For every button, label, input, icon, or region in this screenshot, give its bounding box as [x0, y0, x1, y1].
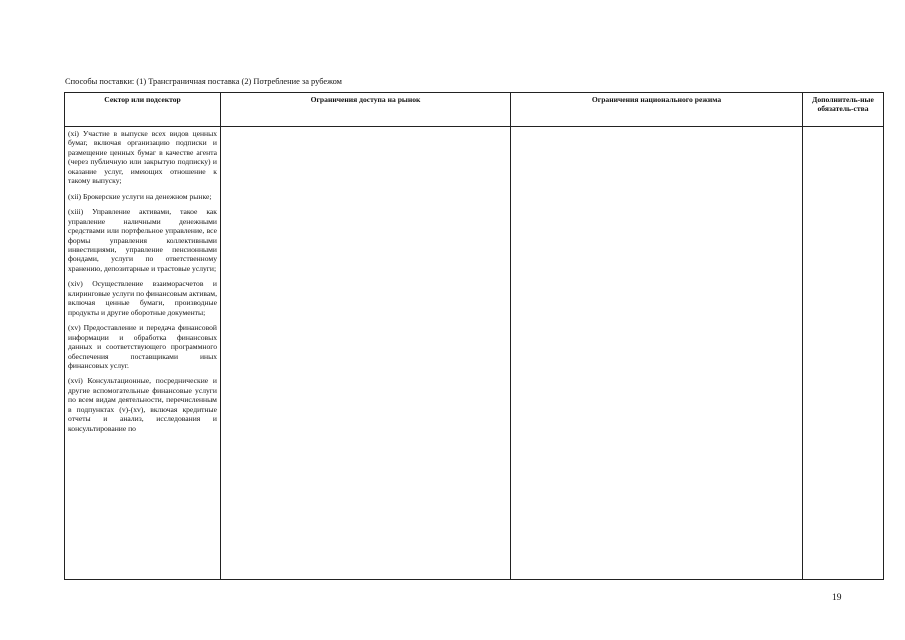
header-market-access: Ограничения доступа на рынок — [221, 93, 511, 127]
header-additional-commitments: Дополнитель-ные обязатель-ства — [803, 93, 884, 127]
sector-item-xi: (xi) Участие в выпуске всех видов ценных бумаг, включая организацию подписки и размещение ценных бумаг в качестве агента (через публичную или закрытую подписку) и оказание услуг, имеющих отношение к такому выпуску; — [68, 129, 217, 186]
table-row — [65, 127, 884, 580]
sector-item-xiv: (xiv) Осуществление взаиморасчетов и клиринговые услуги по финансовым активам, включая ценные бумаги, производные продукты и другие оборотные документы; — [68, 279, 217, 317]
modes-of-supply-caption: Способы поставки: (1) Трансграничная поставка (2) Потребление за рубежом — [65, 77, 342, 86]
additional-commitments-cell — [803, 127, 884, 580]
sector-item-xii: (xii) Брокерские услуги на денежном рынке; — [68, 191, 212, 201]
table-header-row — [65, 93, 884, 127]
sector-item-xv: (xv) Предоставление и передача финансовой информации и обработка финансовых данных и соответствующего программного обеспечения поставщиками иных финансовых услуг. — [68, 323, 217, 370]
header-national-treatment: Ограничения национального режима — [511, 93, 803, 127]
page-number: 19 — [832, 593, 842, 603]
sector-item-xiii: (xiii) Управление активами, такое как управление наличными денежными средствами или портфельное управление, все формы управления коллективными инвестициями, управление пенсионными фондами, услуги по ответственному хранению, депозитарные и трастовые услуги; — [68, 207, 217, 273]
sector-item-xvi: (xvi) Консультационные, посреднические и другие вспомогательные финансовые услуги по всем видам деятельности, перечисленным в подпунктах (v)-(xv), включая кредитные отчеты и анализ, исследования и консультирование по — [68, 376, 217, 433]
commitments-table — [64, 92, 884, 580]
national-treatment-cell — [511, 127, 803, 580]
market-access-cell — [221, 127, 511, 580]
header-sector: Сектор или подсектор — [65, 93, 221, 127]
sector-cell — [65, 127, 221, 580]
